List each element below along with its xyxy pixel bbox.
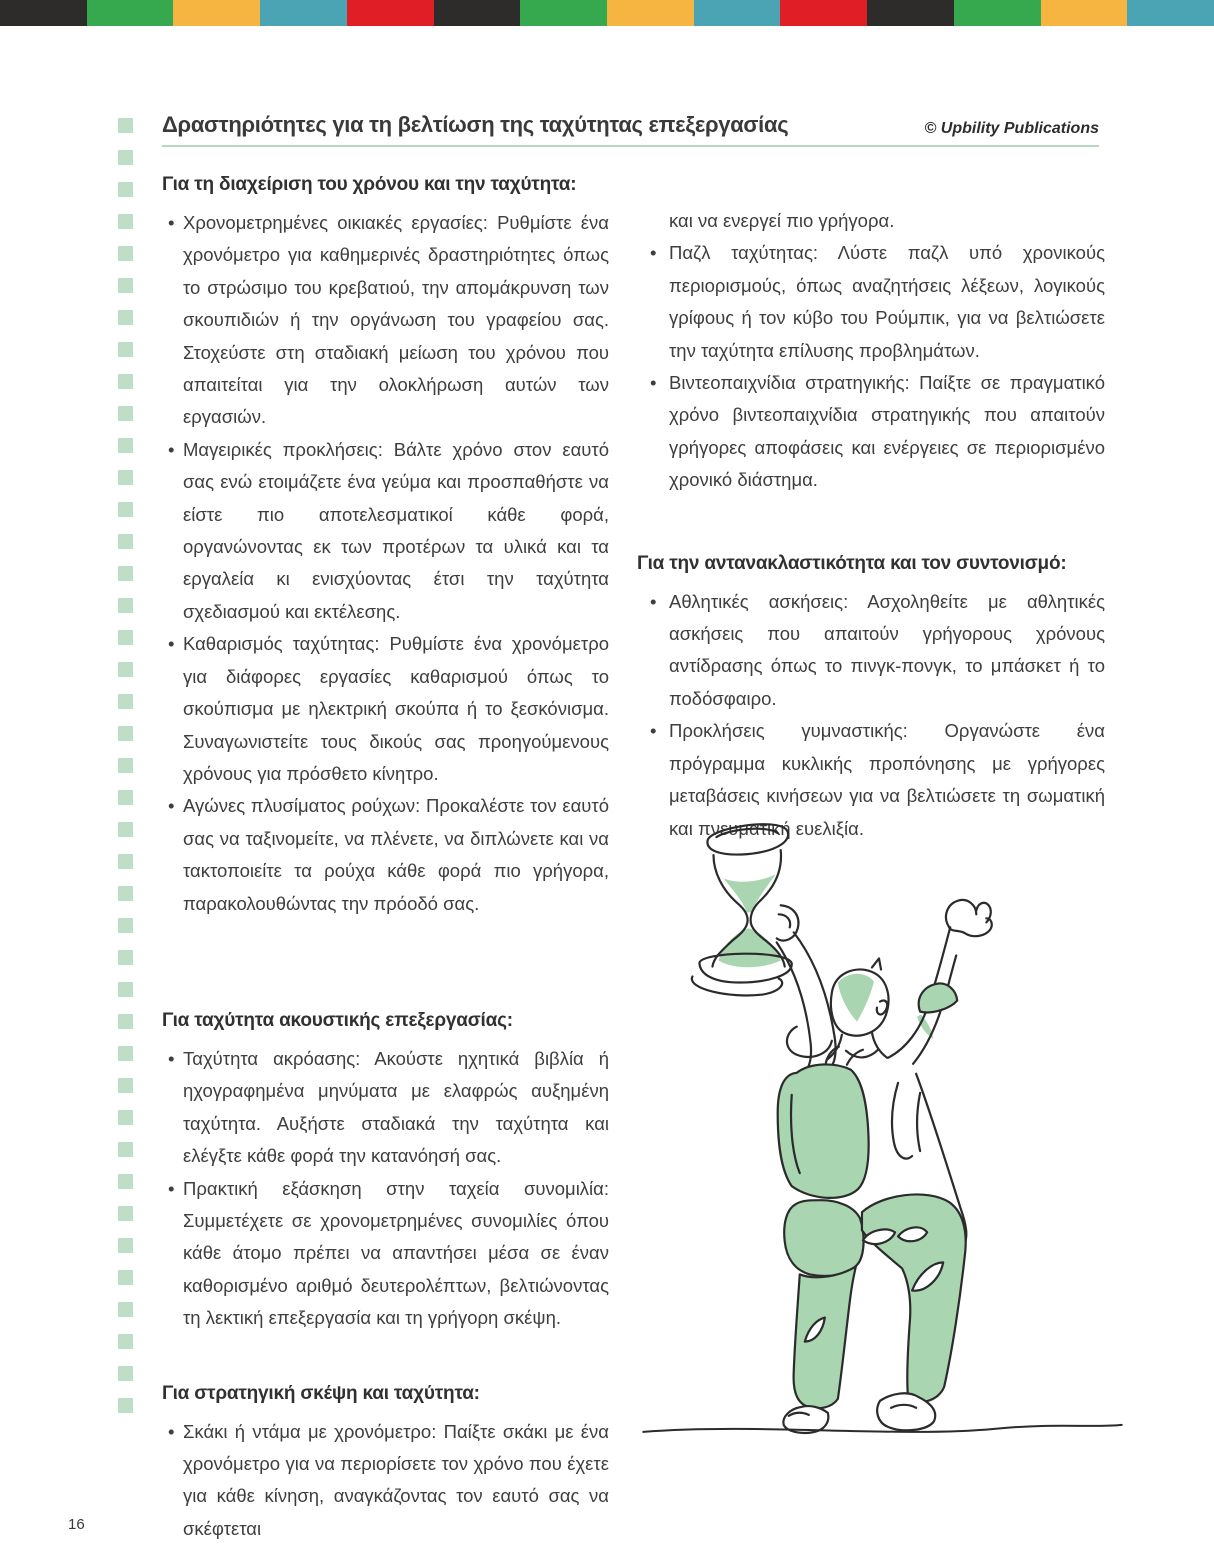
list-item: • Προκλήσεις γυμναστικής: Οργανώστε ένα πρόγραμμα κυκλικής προπόνησης με γρήγορες μεταβάσεις κινήσεων για να βελτιώσετε τη σωματική και πνευματική ευελιξία. [637,715,1105,845]
margin-square-strip [118,118,133,1413]
margin-square [118,790,133,805]
margin-square [118,182,133,197]
margin-square [118,534,133,549]
topbar-segment [347,0,434,26]
section-heading-strategic-thinking: Για στρατηγική σκέψη και ταχύτητα: [162,1382,480,1404]
margin-square [118,918,133,933]
list-item: • Πρακτική εξάσκηση στην ταχεία συνομιλία: Συμμετέχετε σε χρονομετρημένες συνομιλίες όπου κάθε άτομο πρέπει να απαντήσει μέσα σε έναν καθορισμένο αριθμό δευτερολέπτων, βελτιώνοντας τη λεκτική επεξεργασία και τη γρήγορη σκέψη. [162,1173,609,1335]
margin-square [118,1078,133,1093]
ground-line [643,1425,1121,1432]
margin-square [118,1302,133,1317]
margin-square [118,726,133,741]
continuation-text: και να ενεργεί πιο γρήγορα. [669,210,895,231]
margin-square [118,598,133,613]
margin-square [118,150,133,165]
backpack [778,1047,869,1276]
section-heading-time-management: Για τη διαχείριση του χρόνου και την ταχύτητα: [162,174,577,195]
margin-square [118,950,133,965]
margin-square [118,278,133,293]
margin-square [118,630,133,645]
margin-square [118,214,133,229]
topbar-segment [173,0,260,26]
margin-square [118,406,133,421]
margin-square [118,854,133,869]
margin-square [118,438,133,453]
margin-square [118,1142,133,1157]
topbar-segment [260,0,347,26]
margin-square [118,342,133,357]
margin-square [118,1366,133,1381]
list-item: • Αθλητικές ασκήσεις: Ασχοληθείτε με αθλητικές ασκήσεις που απαιτούν γρήγορους χρόνους αντίδρασης όπως το πινγκ-πονγκ, το μπάσκετ ή το ποδόσφαιρο. [637,586,1105,716]
margin-square [118,1110,133,1125]
margin-square [118,1174,133,1189]
topbar-segment [694,0,781,26]
margin-square [118,1046,133,1061]
right-column [637,205,1105,845]
margin-square [118,1270,133,1285]
section-heading-auditory-processing: Για ταχύτητα ακουστικής επεξεργασίας: [162,1009,513,1031]
margin-square [118,1014,133,1029]
topbar-segment [87,0,174,26]
section-heading-reflexes-coordination: Για την αντανακλαστικότητα και τον συντονισμό: [637,552,1067,574]
hourglass-person-illustration [628,810,1130,1462]
raised-arm [888,900,992,1064]
green-fills [719,874,934,1039]
copyright-notice: © Upbility Publications [924,120,1099,137]
margin-square [118,246,133,261]
topbar-segment [434,0,521,26]
top-color-bar [0,0,1214,26]
topbar-segment [607,0,694,26]
page-header [162,112,1099,147]
list-item: • Σκάκι ή ντάμα με χρονόμετρο: Παίξτε σκάκι με ένα χρονόμετρο για να περιορίσετε τον χρόνο που έχετε για κάθε κίνηση, αναγκάζοντας τον εαυτό σας να σκέφτεται [162,1416,609,1546]
topbar-segment [954,0,1041,26]
topbar-segment [867,0,954,26]
page-title: Δραστηριότητες για τη βελτίωση της ταχύτητας επεξεργασίας [162,112,789,137]
list-item: • Καθαρισμός ταχύτητας: Ρυθμίστε ένα χρονόμετρο για διάφορες εργασίες καθαρισμού όπως το σκούπισμα με ηλεκτρική σκούπα ή το ξεσκόνισμα. Συναγωνιστείτε τους δικούς σας προηγούμενους χρόνους για πρόσθετο κίνητρο. [162,628,609,790]
margin-square [118,374,133,389]
topbar-segment [1127,0,1214,26]
margin-square [118,1398,133,1413]
margin-square [118,758,133,773]
list-item: • Μαγειρικές προκλήσεις: Βάλτε χρόνο στον εαυτό σας ενώ ετοιμάζετε ένα γεύμα και προσπαθήστε να είστε πιο αποτελεσματικοί κάθε φορά, οργανώνοντας εκ των προτέρων τα υλικά και τα εργαλεία κι ενισχύοντας έτσι την ταχύτητα σχεδιασμού και εκτέλεσης. [162,434,609,628]
page-number: 16 [68,1516,85,1533]
margin-square [118,1334,133,1349]
list-item: • Παζλ ταχύτητας: Λύστε παζλ υπό χρονικούς περιορισμούς, όπως αναζητήσεις λέξεων, λογικούς γρίφους ή τον κύβο του Ρούμπικ, για να βελτιώσετε την ταχύτητα επίλυσης προβλημάτων. [637,237,1105,367]
left-column [162,172,609,1545]
figure [643,824,1121,1433]
topbar-segment [1041,0,1128,26]
margin-square [118,310,133,325]
margin-square [118,566,133,581]
list-item: • Αγώνες πλυσίματος ρούχων: Προκαλέστε τον εαυτό σας να ταξινομείτε, να πλένετε, να διπλώνετε και να τακτοποιείτε τα ρούχα κάθε φορά πιο γρήγορα, παρακολουθώντας την πρόοδό σας. [162,790,609,920]
margin-square [118,886,133,901]
hourglass [692,824,792,995]
margin-square [118,470,133,485]
list-item: • Ταχύτητα ακρόασης: Ακούστε ηχητικά βιβλία ή ηχογραφημένα μηνύματα με ελαφρώς αυξημένη ταχύτητα. Αυξήστε σταδιακά την ταχύτητα και ελέγξτε κάθε φορά την κατανόησή σας. [162,1043,609,1173]
margin-square [118,1238,133,1253]
margin-square [118,822,133,837]
margin-square [118,502,133,517]
list-item: • Βιντεοπαιχνίδια στρατηγικής: Παίξτε σε πραγματικό χρόνο βιντεοπαιχνίδια στρατηγικής που απαιτούν γρήγορες αποφάσεις και ενέργειες σε περιορισμένο χρονικό διάστημα. [637,367,1105,497]
margin-square [118,118,133,133]
topbar-segment [780,0,867,26]
margin-square [118,662,133,677]
topbar-segment [520,0,607,26]
margin-square [118,694,133,709]
list-item: • Χρονομετρημένες οικιακές εργασίες: Ρυθμίστε ένα χρονόμετρο για καθημερινές δραστηριότητες όπως το στρώσιμο του κρεβατιού, την απομάκρυνση των σκουπιδιών ή την οργάνωση του γραφείου σας. Στοχεύστε στη σταδιακή μείωση του χρόνου που απαιτείται για την ολοκλήρωση αυτών των εργασιών. [162,207,609,434]
margin-square [118,982,133,997]
margin-square [118,1206,133,1221]
topbar-segment [0,0,87,26]
